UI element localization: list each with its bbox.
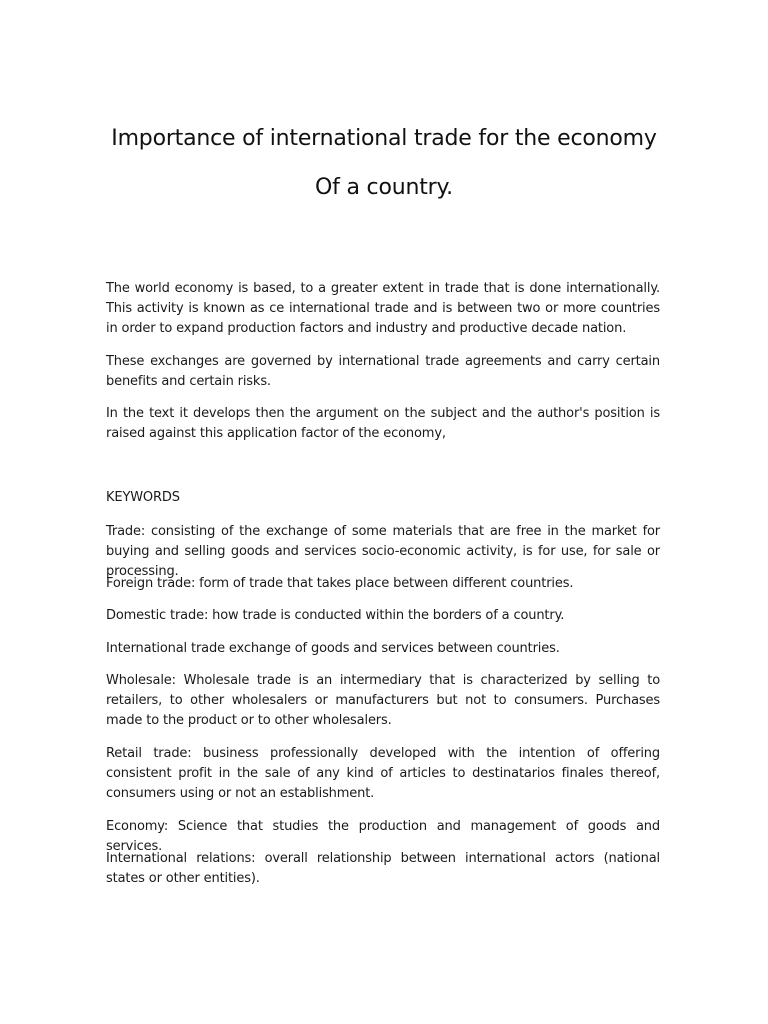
intro-paragraph-3: In the text it develops then the argument on the subject and the author's position is raised against this application factor of the economy, — [106, 406, 660, 441]
keyword-foreign-trade: Foreign trade: form of trade that takes place between different countries. — [106, 576, 574, 591]
intro-paragraph-1: The world economy is based, to a greater extent in trade that is done internationally. This activity is known as ce international trade and is between two or more countries in order to expand production factors and industry and productive decade nation. — [106, 281, 660, 336]
keyword-domestic-trade: Domestic trade: how trade is conducted within the borders of a country. — [106, 608, 565, 623]
intro-paragraph-2: These exchanges are governed by international trade agreements and carry certain benefits and certain risks. — [106, 354, 660, 389]
keyword-trade: Trade: consisting of the exchange of some materials that are free in the market for buying and selling goods and services socio-economic activity, is for use, for sale or processing. — [106, 524, 660, 579]
keyword-economy: Economy: Science that studies the production and management of goods and services. — [106, 819, 660, 854]
keyword-wholesale: Wholesale: Wholesale trade is an intermediary that is characterized by selling to retailers, to other wholesalers or manufacturers but not to consumers. Purchases made to the product or to other wholesalers. — [106, 673, 660, 728]
document-title-line-2: Of a country. — [315, 175, 453, 200]
document-title-line-1: Importance of international trade for the economy — [111, 126, 657, 151]
keywords-heading: KEYWORDS — [106, 490, 180, 505]
keyword-international-relations: International relations: overall relationship between international actors (national states or other entities). — [106, 851, 660, 886]
keyword-international-trade: International trade exchange of goods and services between countries. — [106, 641, 560, 656]
keyword-retail-trade: Retail trade: business professionally developed with the intention of offering consistent profit in the sale of any kind of articles to destinatarios finales thereof, consumers using or not an establishment. — [106, 746, 660, 801]
